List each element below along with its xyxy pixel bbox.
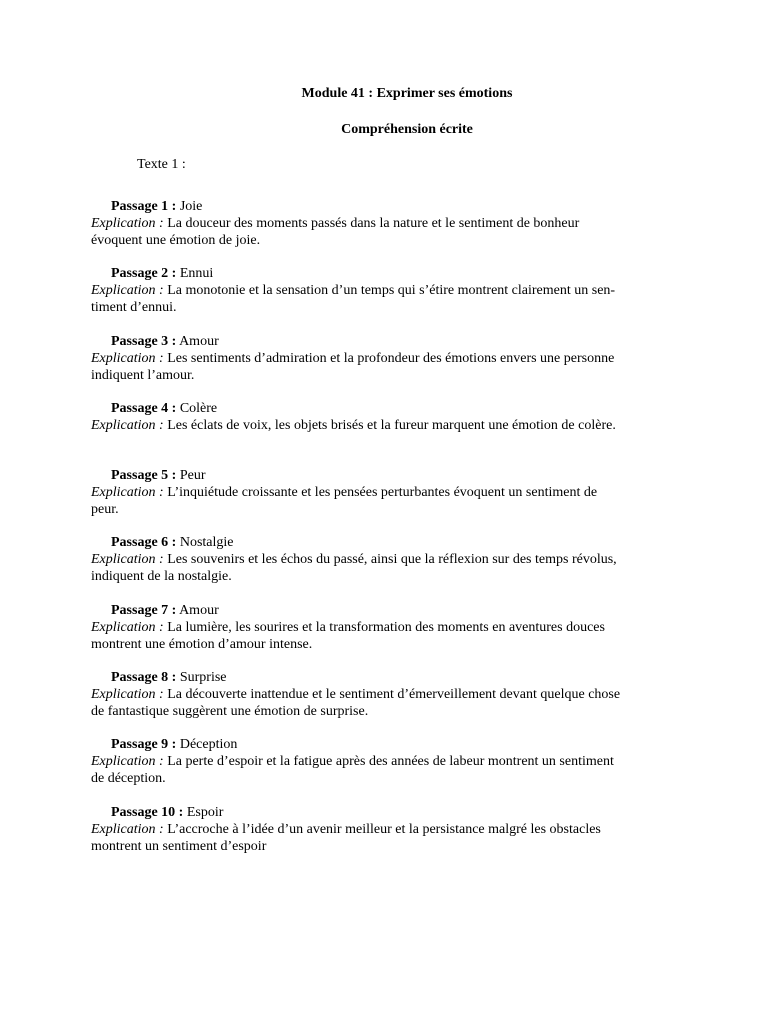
explication-text: La douceur des moments passés dans la nature et le sentiment de bonheur bbox=[167, 216, 580, 231]
passage-heading bbox=[91, 333, 681, 350]
passage-label: Passage 1 : bbox=[111, 199, 177, 214]
explication-text: montrent une émotion d’amour intense. bbox=[91, 636, 313, 652]
explication-text: indiquent l’amour. bbox=[91, 367, 195, 383]
explication-text: indiquent de la nostalgie. bbox=[91, 569, 232, 585]
passage-heading bbox=[91, 198, 681, 215]
passage-block bbox=[91, 602, 681, 669]
explication-line bbox=[91, 686, 681, 703]
passage-label: Passage 4 : bbox=[111, 400, 177, 416]
explication-label: Explication : bbox=[91, 552, 164, 568]
passage-emotion: Déception bbox=[179, 737, 238, 753]
passage-block bbox=[91, 804, 681, 871]
explication-label: Explication : bbox=[91, 687, 164, 703]
explication-line bbox=[91, 821, 681, 838]
explication-text: Les sentiments d’admiration et la profondeur des émotions envers une personne bbox=[167, 350, 615, 366]
passage-label: Passage 2 : bbox=[111, 266, 177, 282]
passage-heading bbox=[91, 669, 681, 686]
passage-emotion: Espoir bbox=[186, 804, 224, 820]
explication-text: La découverte inattendue et le sentiment d’émerveillement devant quelque chose bbox=[167, 687, 621, 703]
explication-line bbox=[91, 484, 681, 501]
explication-label: Explication : bbox=[91, 283, 164, 299]
explication-label: Explication : bbox=[91, 821, 164, 837]
explication-label: Explication : bbox=[91, 485, 164, 501]
passage-label: Passage 6 : bbox=[111, 535, 177, 551]
passage-label: Passage 10 : bbox=[111, 804, 184, 820]
explication-label: Explication : bbox=[91, 417, 164, 433]
passage-block bbox=[91, 669, 681, 736]
explication-text: La perte d’espoir et la fatigue après des années de labeur montrent un sentiment bbox=[167, 754, 614, 770]
explication-text: évoquent une émotion de joie. bbox=[91, 233, 261, 248]
explication-line bbox=[91, 770, 681, 787]
explication-line bbox=[91, 215, 681, 232]
explication-text: Les souvenirs et les échos du passé, ainsi que la réflexion sur des temps révolus, bbox=[167, 552, 617, 568]
passage-label: Passage 7 : bbox=[111, 602, 177, 618]
texte-label: Texte 1 : bbox=[137, 157, 186, 172]
explication-line bbox=[91, 232, 681, 249]
passage-heading bbox=[91, 736, 681, 753]
passage-emotion: Amour bbox=[179, 333, 219, 349]
passages-list bbox=[91, 198, 681, 871]
explication-line bbox=[91, 417, 681, 434]
explication-line bbox=[91, 551, 681, 568]
document-title: Module 41 : Exprimer ses émotions bbox=[301, 86, 513, 101]
explication-label: Explication : bbox=[91, 216, 164, 231]
document-subtitle: Compréhension écrite bbox=[341, 122, 473, 137]
explication-line bbox=[91, 753, 681, 770]
passage-heading bbox=[91, 804, 681, 821]
explication-line bbox=[91, 568, 681, 585]
passage-emotion: Peur bbox=[179, 468, 206, 484]
explication-line bbox=[91, 703, 681, 720]
passage-label: Passage 5 : bbox=[111, 468, 177, 484]
explication-text: Les éclats de voix, les objets brisés et la fureur marquent une émotion de colère. bbox=[167, 417, 616, 433]
explication-line bbox=[91, 619, 681, 636]
passage-heading bbox=[91, 602, 681, 619]
explication-text: montrent un sentiment d’espoir bbox=[91, 838, 267, 854]
passage-block bbox=[91, 198, 681, 265]
explication-text: de déception. bbox=[91, 771, 166, 787]
passage-emotion: Nostalgie bbox=[179, 535, 234, 551]
passage-heading bbox=[91, 265, 681, 282]
passage-emotion: Amour bbox=[179, 602, 219, 618]
passage-block bbox=[91, 534, 681, 601]
passage-block bbox=[91, 467, 681, 534]
explication-text: L’inquiétude croissante et les pensées perturbantes évoquent un sentiment de bbox=[167, 485, 598, 501]
passage-heading bbox=[91, 534, 681, 551]
passage-label: Passage 3 : bbox=[111, 333, 177, 349]
explication-label: Explication : bbox=[91, 350, 164, 366]
passage-emotion: Joie bbox=[179, 199, 203, 214]
passage-block bbox=[91, 265, 681, 332]
passage-block bbox=[91, 333, 681, 400]
passage-block bbox=[91, 400, 681, 467]
passage-label: Passage 8 : bbox=[111, 670, 177, 686]
passage-emotion: Surprise bbox=[179, 670, 227, 686]
explication-label: Explication : bbox=[91, 754, 164, 770]
explication-line bbox=[91, 299, 681, 316]
explication-line bbox=[91, 636, 681, 653]
explication-line bbox=[91, 282, 681, 299]
explication-text: de fantastique suggèrent une émotion de surprise. bbox=[91, 704, 369, 720]
explication-text: La monotonie et la sensation d’un temps qui s’étire montrent clairement un sen- bbox=[167, 283, 616, 299]
explication-text: L’accroche à l’idée d’un avenir meilleur et la persistance malgré les obstacles bbox=[167, 821, 601, 837]
explication-text: La lumière, les sourires et la transformation des moments en aventures douces bbox=[167, 619, 605, 635]
explication-line bbox=[91, 501, 681, 518]
explication-label: Explication : bbox=[91, 619, 164, 635]
passage-block bbox=[91, 736, 681, 803]
passage-emotion: Colère bbox=[179, 400, 218, 416]
passage-heading bbox=[91, 467, 681, 484]
explication-line bbox=[91, 350, 681, 367]
explication-line bbox=[91, 367, 681, 384]
passage-emotion: Ennui bbox=[179, 266, 214, 282]
explication-text: timent d’ennui. bbox=[91, 300, 177, 316]
passage-label: Passage 9 : bbox=[111, 737, 177, 753]
explication-text: peur. bbox=[91, 502, 119, 518]
passage-heading bbox=[91, 400, 681, 417]
explication-line bbox=[91, 838, 681, 855]
